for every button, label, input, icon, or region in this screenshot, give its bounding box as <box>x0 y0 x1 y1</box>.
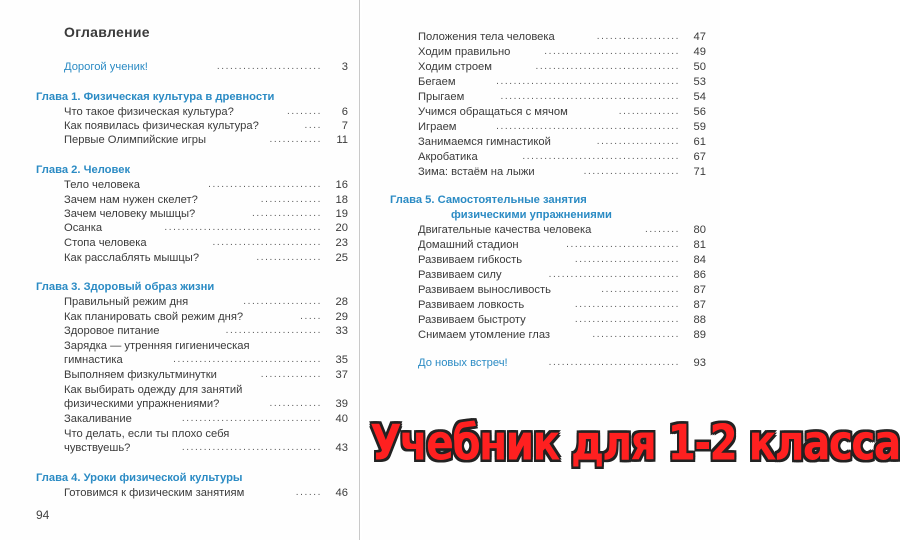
toc-page-number: 29 <box>335 311 348 323</box>
toc-page-number: 89 <box>693 329 706 341</box>
toc-page-number: 47 <box>693 31 706 43</box>
toc-page-number: 6 <box>341 106 348 118</box>
toc-page-number: 40 <box>335 413 348 425</box>
toc-leader-dots: ........................ <box>216 61 322 72</box>
toc-entry <box>64 427 348 441</box>
toc-entry <box>64 105 348 119</box>
toc-entry <box>64 486 348 500</box>
toc-page-number: 7 <box>341 120 348 132</box>
toc-entry <box>418 223 706 237</box>
toc-page-number: 53 <box>693 76 706 88</box>
toc-page-number: 19 <box>335 208 348 220</box>
chapter-4-title: Глава 4. Уроки физической культуры <box>36 472 243 484</box>
toc-entry <box>64 353 348 367</box>
toc-page-number: 20 <box>335 222 348 234</box>
chapter-5-title-line1: Глава 5. Самостоятельные занятия <box>390 194 587 206</box>
toc-leader-dots: .................................... <box>522 151 680 162</box>
toc-leader-dots: .......................... <box>208 179 322 190</box>
toc-entry-text: Ходим правильно <box>418 46 511 58</box>
toc-entry <box>64 441 348 455</box>
toc-leader-dots: ......................................... <box>500 91 680 102</box>
toc-leader-dots: ................... <box>596 31 680 42</box>
toc-page-number: 71 <box>693 166 706 178</box>
toc-entry-text: Развиваем гибкость <box>418 254 523 266</box>
toc-entry <box>418 165 706 179</box>
toc-entry-text: Как планировать свой режим дня? <box>64 311 244 323</box>
chapter-2-title: Глава 2. Человек <box>36 164 131 176</box>
toc-entry-text: Что делать, если ты плохо себя <box>64 428 230 440</box>
toc-page-number: 87 <box>693 284 706 296</box>
toc-entry-text: Развиваем выносливость <box>418 284 551 296</box>
page-number: 94 <box>36 508 50 522</box>
toc-leader-dots: ................ <box>251 208 322 219</box>
toc-leader-dots: ............................... <box>544 46 680 57</box>
textbook-caption-overlay: Учебник для 1-2 класса <box>370 414 900 472</box>
toc-leader-dots: .......................... <box>566 239 680 250</box>
toc-entry <box>64 339 348 353</box>
toc-page-number: 25 <box>335 252 348 264</box>
toc-entry-text: Как расслаблять мышцы? <box>64 252 200 264</box>
toc-page-number: 37 <box>335 369 348 381</box>
toc-entry-text: Развиваем ловкость <box>418 299 525 311</box>
toc-leader-dots: ...................... <box>225 325 322 336</box>
toc-page-number: 81 <box>693 239 706 251</box>
toc-entry-text: Акробатика <box>418 151 478 163</box>
toc-entry-text: Зарядка — утренняя гигиеническая <box>64 340 250 352</box>
toc-page-number: 50 <box>693 61 706 73</box>
toc-entry <box>418 328 706 342</box>
toc-page-number: 84 <box>693 254 706 266</box>
toc-entry-text: Первые Олимпийские игры <box>64 134 207 146</box>
toc-entry <box>418 120 706 134</box>
toc-entry-text: Тело человека <box>64 179 140 191</box>
toc-entry <box>418 60 706 74</box>
toc-entry <box>64 383 348 397</box>
toc-page-number: 80 <box>693 224 706 236</box>
toc-leader-dots: .................. <box>243 296 322 307</box>
toc-heading: Оглавление <box>64 24 150 40</box>
toc-entry-text: Учимся обращаться с мячом <box>418 106 568 118</box>
toc-page-number: 67 <box>693 151 706 163</box>
toc-page-number: 56 <box>693 106 706 118</box>
toc-leader-dots: ................................ <box>181 413 322 424</box>
toc-entry <box>418 268 706 282</box>
toc-entry <box>64 221 348 235</box>
toc-page-number: 16 <box>335 179 348 191</box>
toc-page-number: 61 <box>693 136 706 148</box>
toc-entry-text: Правильный режим дня <box>64 296 189 308</box>
toc-leader-dots: .............. <box>618 106 680 117</box>
toc-entry <box>418 150 706 164</box>
toc-page-number: 46 <box>335 487 348 499</box>
toc-entry <box>64 397 348 411</box>
chapter-1-title: Глава 1. Физическая культура в древности <box>36 91 275 103</box>
toc-entry <box>64 251 348 265</box>
toc-entry <box>64 207 348 221</box>
toc-entry-text: Что такое физическая культура? <box>64 106 234 118</box>
toc-page-number: 43 <box>335 442 348 454</box>
toc-leader-dots: ........................ <box>574 254 680 265</box>
toc-entry <box>418 45 706 59</box>
toc-leader-dots: .................... <box>592 329 680 340</box>
toc-entry <box>418 75 706 89</box>
toc-leader-dots: ........................ <box>574 314 680 325</box>
toc-leader-dots: .............. <box>260 194 322 205</box>
toc-leader-dots: ...................... <box>583 166 680 177</box>
toc-leader-dots: .......................................... <box>496 121 680 132</box>
toc-leader-dots: ........ <box>644 224 680 235</box>
toc-entry <box>418 253 706 267</box>
toc-leader-dots: .... <box>304 120 322 131</box>
toc-entry-text: Закаливание <box>64 413 132 425</box>
toc-entry-text: Двигательные качества человека <box>418 224 592 236</box>
toc-entry-text: Зачем нам нужен скелет? <box>64 194 198 206</box>
toc-leader-dots: ................... <box>596 136 680 147</box>
toc-leader-dots: ............... <box>256 252 322 263</box>
toc-leader-dots: ......................... <box>212 237 322 248</box>
toc-page-number: 88 <box>693 314 706 326</box>
toc-page-number: 54 <box>693 91 706 103</box>
toc-entry-text: Снимаем утомление глаз <box>418 329 551 341</box>
toc-entry-text: Бегаем <box>418 76 456 88</box>
toc-entry <box>418 105 706 119</box>
toc-page-number: 93 <box>693 357 706 369</box>
toc-entry <box>64 368 348 382</box>
toc-entry <box>64 133 348 147</box>
toc-entry-text: Развиваем силу <box>418 269 502 281</box>
toc-leader-dots: ........ <box>286 106 322 117</box>
toc-page-number: 33 <box>335 325 348 337</box>
toc-page-number: 86 <box>693 269 706 281</box>
toc-leader-dots: .................. <box>601 284 680 295</box>
toc-leader-dots: ........................ <box>574 299 680 310</box>
toc-entry <box>64 193 348 207</box>
toc-page-number: 11 <box>336 134 348 146</box>
toc-leader-dots: ...... <box>295 487 322 498</box>
toc-entry-text: Дорогой ученик! <box>64 61 148 73</box>
toc-entry <box>418 238 706 252</box>
toc-entry-text: Зачем человеку мышцы? <box>64 208 196 220</box>
toc-entry <box>64 324 348 338</box>
toc-entry-intro <box>64 60 348 74</box>
toc-leader-dots: .................................... <box>164 222 322 233</box>
chapter-5-title-line2: физическими упражнениями <box>451 209 612 221</box>
toc-entry <box>418 283 706 297</box>
toc-page-number: 49 <box>693 46 706 58</box>
toc-entry-text: Осанка <box>64 222 103 234</box>
toc-leader-dots: .............................. <box>548 269 680 280</box>
toc-page-number: 23 <box>335 237 348 249</box>
toc-page-number: 39 <box>335 398 348 410</box>
toc-entry-text: Здоровое питание <box>64 325 160 337</box>
toc-entry-closing <box>418 356 706 370</box>
toc-entry-text: гимнастика <box>64 354 123 366</box>
toc-page-number: 18 <box>335 194 348 206</box>
toc-entry <box>64 412 348 426</box>
toc-leader-dots: ..... <box>300 311 322 322</box>
page-gutter-left <box>359 0 360 540</box>
toc-entry-text: Выполняем физкультминутки <box>64 369 217 381</box>
toc-leader-dots: .................................. <box>173 354 322 365</box>
toc-entry-text: Прыгаем <box>418 91 465 103</box>
toc-entry-text: До новых встреч! <box>418 357 508 369</box>
toc-entry <box>64 295 348 309</box>
toc-leader-dots: ............ <box>269 134 322 145</box>
toc-leader-dots: ............ <box>269 398 322 409</box>
toc-entry <box>64 119 348 133</box>
toc-entry-text: Домашний стадион <box>418 239 519 251</box>
toc-leader-dots: .......................................... <box>496 76 680 87</box>
left-page <box>0 0 360 540</box>
toc-page-number: 35 <box>335 354 348 366</box>
toc-entry <box>418 298 706 312</box>
toc-entry-text: Играем <box>418 121 457 133</box>
toc-entry-text: Стопа человека <box>64 237 147 249</box>
toc-page-number: 3 <box>341 61 348 73</box>
toc-entry-text: чувствуешь? <box>64 442 131 454</box>
toc-entry-text: Как выбирать одежду для занятий <box>64 384 243 396</box>
toc-entry <box>64 236 348 250</box>
toc-entry <box>418 313 706 327</box>
toc-leader-dots: .............. <box>260 369 322 380</box>
chapter-3-title: Глава 3. Здоровый образ жизни <box>36 281 215 293</box>
toc-entry <box>64 310 348 324</box>
toc-entry-text: Положения тела человека <box>418 31 555 43</box>
toc-entry <box>64 178 348 192</box>
toc-entry <box>418 30 706 44</box>
toc-leader-dots: .............................. <box>548 357 680 368</box>
toc-leader-dots: ................................. <box>535 61 680 72</box>
toc-leader-dots: ................................ <box>181 442 322 453</box>
toc-page-number: 87 <box>693 299 706 311</box>
toc-entry <box>418 135 706 149</box>
toc-entry-text: Занимаемся гимнастикой <box>418 136 551 148</box>
toc-entry <box>418 90 706 104</box>
toc-entry-text: физическими упражнениями? <box>64 398 220 410</box>
toc-page-number: 28 <box>335 296 348 308</box>
toc-entry-text: Ходим строем <box>418 61 492 73</box>
toc-page-number: 59 <box>693 121 706 133</box>
toc-entry-text: Готовимся к физическим занятиям <box>64 487 245 499</box>
toc-entry-text: Развиваем быстроту <box>418 314 526 326</box>
toc-entry-text: Зима: встаём на лыжи <box>418 166 535 178</box>
toc-entry-text: Как появилась физическая культура? <box>64 120 259 132</box>
